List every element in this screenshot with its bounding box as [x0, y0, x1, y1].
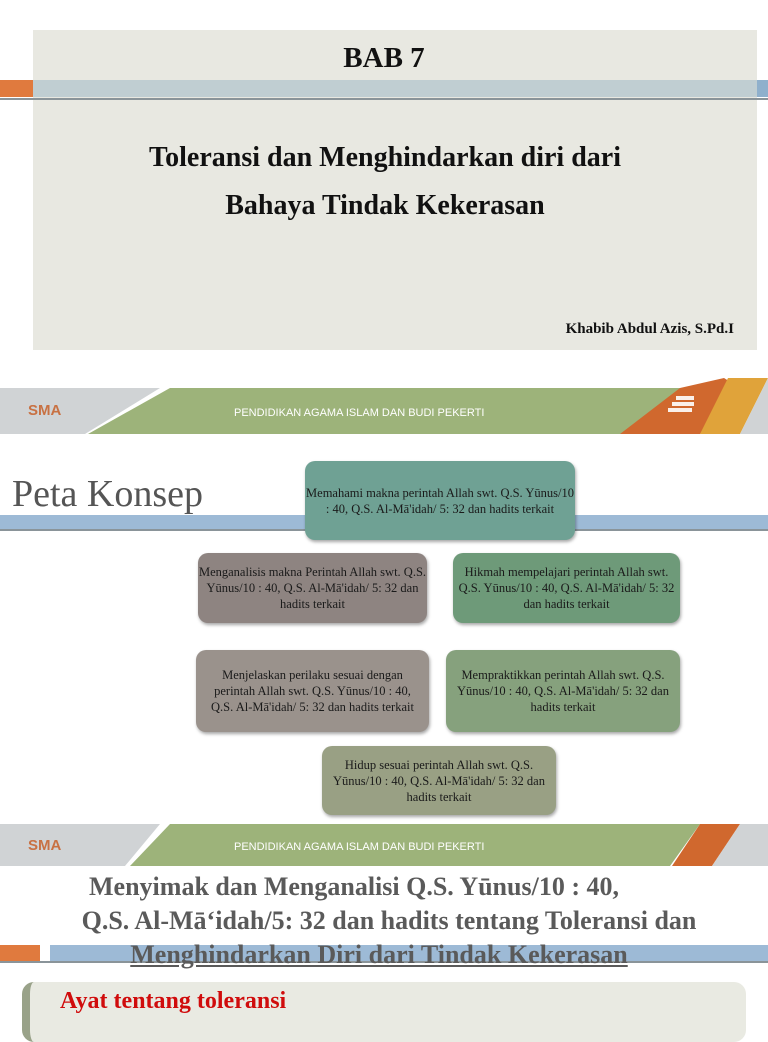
accent-bar-orange — [0, 80, 33, 97]
title-line: Toleransi dan Menghindarkan diri dari — [149, 142, 621, 173]
concept-box: Mempraktikkan perintah Allah swt. Q.S. Yūnus/10 : 40, Q.S. Al-Mā'idah/ 5: 32 dan hadits terkait — [446, 650, 680, 732]
section-title-line: Q.S. Al-Mā‘idah/5: 32 dan hadits tentang Toleransi dan — [81, 906, 697, 935]
chapter-label: BAB 7 — [343, 42, 425, 74]
author: Khabib Abdul Azis, S.Pd.I — [565, 321, 734, 337]
level-label: SMA — [28, 402, 62, 419]
section-title-line: Menghindarkan Diri dari Tindak Kekerasan — [130, 940, 628, 969]
level-label: SMA — [28, 837, 62, 854]
accent-bar-end — [757, 80, 768, 97]
subject-banner — [0, 814, 768, 870]
title-line: Bahaya Tindak Kekerasan — [225, 190, 545, 221]
subject-label: PENDIDIKAN AGAMA ISLAM DAN BUDI PEKERTI — [234, 841, 485, 853]
concept-box: Hidup sesuai perintah Allah swt. Q.S. Yūnus/10 : 40, Q.S. Al-Mā'idah/ 5: 32 dan hadits terkait — [322, 746, 556, 815]
subject-label: PENDIDIKAN AGAMA ISLAM DAN BUDI PEKERTI — [234, 407, 485, 419]
section-title-line: Menyimak dan Menganalisi Q.S. Yūnus/10 : 40, — [89, 872, 619, 901]
slide-title — [60, 134, 710, 230]
concept-box: Menganalisis makna Perintah Allah swt. Q.S. Yūnus/10 : 40, Q.S. Al-Mā'idah/ 5: 32 dan hadits terkait — [198, 553, 427, 623]
subheading: Ayat tentang toleransi — [60, 988, 287, 1014]
accent-bar-blue — [33, 80, 757, 97]
concept-box: Hikmah mempelajari perintah Allah swt. Q.S. Yūnus/10 : 40, Q.S. Al-Mā'idah/ 5: 32 dan hadits terkait — [453, 553, 680, 623]
concept-map-heading: Peta Konsep — [12, 473, 204, 515]
subject-banner — [0, 378, 768, 434]
concept-box: Memahami makna perintah Allah swt. Q.S. Yūnus/10 : 40, Q.S. Al-Mā'idah/ 5: 32 dan hadits terkait — [305, 461, 575, 540]
concept-box: Menjelaskan perilaku sesuai dengan perintah Allah swt. Q.S. Yūnus/10 : 40, Q.S. Al-Mā'idah/ 5: 32 dan hadits terkait — [196, 650, 429, 732]
banner-graphic — [0, 378, 768, 434]
divider — [0, 98, 768, 100]
